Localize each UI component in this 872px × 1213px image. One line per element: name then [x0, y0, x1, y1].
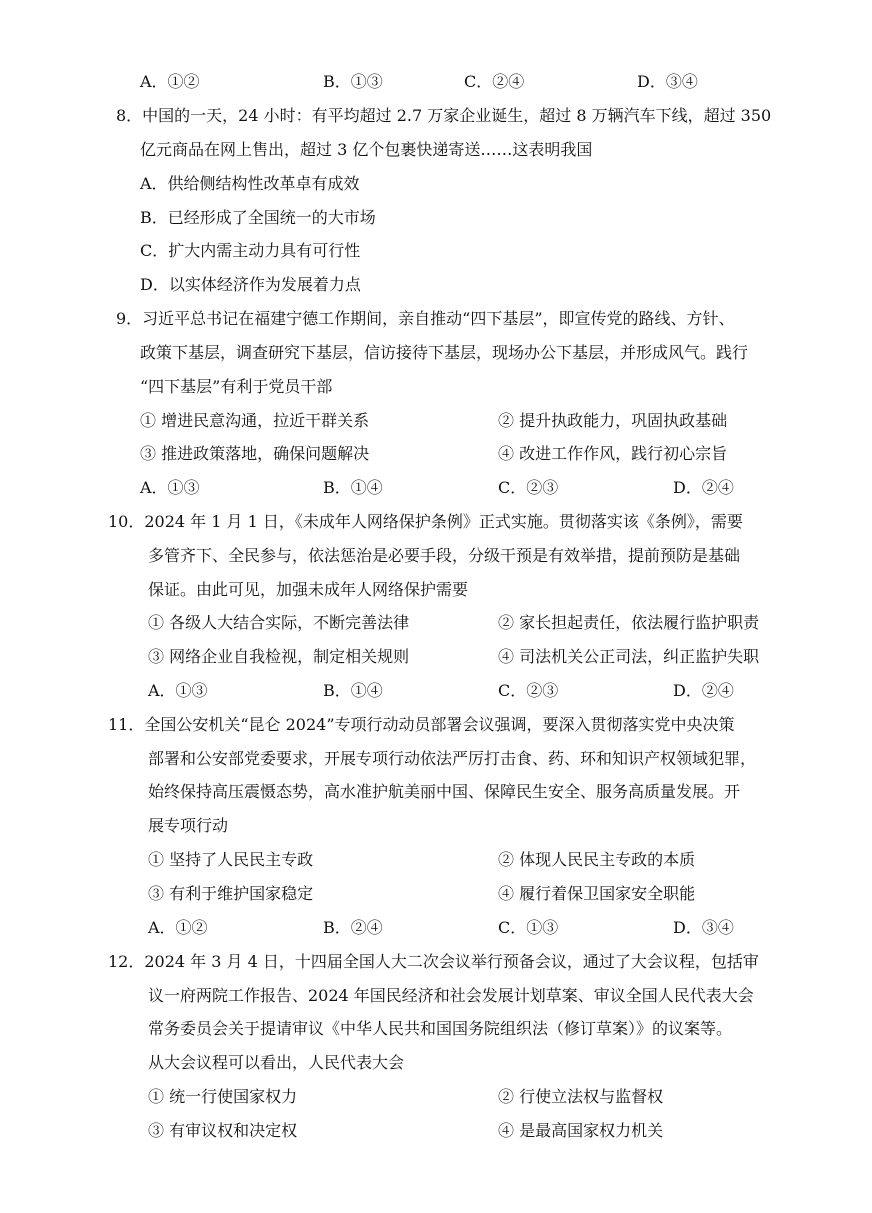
q9-option-b: B．①④	[323, 478, 383, 497]
q9-item-1: ① 增进民意沟通，拉近干群关系	[140, 411, 370, 430]
q7-option-c: C．②④	[464, 72, 525, 91]
q11-item-3: ③ 有利于维护国家稳定	[148, 884, 314, 903]
q10-option-c: C．②③	[498, 681, 559, 700]
q12-item-1: ① 统一行使国家权力	[148, 1087, 298, 1106]
q9-stem-line-3: “四下基层”有利于党员干部	[140, 377, 333, 396]
q11-option-c: C．①③	[498, 918, 559, 937]
q10-stem-line-3: 保证。由此可见，加强未成年人网络保护需要	[148, 580, 469, 599]
q10-stem-line-2: 多管齐下、全民参与，依法惩治是必要手段，分级干预是有效举措，提前预防是基础	[148, 546, 741, 565]
q10-item-1: ① 各级人大结合实际，不断完善法律	[148, 613, 410, 632]
q9-stem-line-2: 政策下基层，调查研究下基层，信访接待下基层，现场办公下基层，并形成风气。践行	[140, 343, 749, 362]
q8-option-b: B．已经形成了全国统一的大市场	[140, 208, 376, 227]
q11-stem-line-3: 始终保持高压震慑态势，高水准护航美丽中国、保障民生安全、服务高质量发展。开	[148, 782, 741, 801]
q7-option-b: B．①③	[323, 72, 383, 91]
q9-item-2: ② 提升执政能力，巩固执政基础	[498, 411, 728, 430]
q11-stem-line-1: 11．全国公安机关“昆仑 2024”专项行动动员部署会议强调，要深入贯彻落实党中央决策	[108, 715, 735, 734]
q9-stem-line-1: 9．习近平总书记在福建宁德工作期间，亲自推动“四下基层”，即宣传党的路线、方针、	[116, 309, 735, 328]
q10-item-4: ④ 司法机关公正司法，纠正监护失职	[498, 647, 760, 666]
q11-item-1: ① 坚持了人民民主专政	[148, 850, 314, 869]
q12-item-2: ② 行使立法权与监督权	[498, 1087, 664, 1106]
q9-item-4: ④ 改进工作作风，践行初心宗旨	[498, 444, 728, 463]
q12-item-3: ③ 有审议权和决定权	[148, 1121, 298, 1140]
q8-stem-line-1: 8．中国的一天，24 小时：有平均超过 2.7 万家企业诞生，超过 8 万辆汽车下线，超过 350	[116, 106, 772, 125]
q9-item-3: ③ 推进政策落地，确保问题解决	[140, 444, 370, 463]
q11-stem-line-4: 展专项行动	[148, 816, 229, 835]
q12-stem-line-4: 从大会议程可以看出，人民代表大会	[148, 1053, 405, 1072]
q11-option-b: B．②④	[323, 918, 383, 937]
q11-option-a: A．①②	[148, 918, 208, 937]
q7-option-d: D．③④	[637, 72, 698, 91]
q10-item-2: ② 家长担起责任，依法履行监护职责	[498, 613, 760, 632]
q10-option-b: B．①④	[323, 681, 383, 700]
q8-option-a: A．供给侧结构性改革卓有成效	[140, 174, 360, 193]
q11-option-d: D．③④	[673, 918, 734, 937]
q8-option-d: D．以实体经济作为发展着力点	[140, 275, 361, 294]
q8-option-c: C．扩大内需主动力具有可行性	[140, 241, 361, 260]
q12-stem-line-2: 议一府两院工作报告、2024 年国民经济和社会发展计划草案、审议全国人民代表大会	[148, 986, 754, 1005]
q10-item-3: ③ 网络企业自我检视，制定相关规则	[148, 647, 410, 666]
q11-stem-line-2: 部署和公安部党委要求，开展专项行动依法严厉打击食、药、环和知识产权领域犯罪，	[148, 749, 757, 768]
q10-option-a: A．①③	[148, 681, 208, 700]
q10-option-d: D．②④	[673, 681, 734, 700]
q12-item-4: ④ 是最高国家权力机关	[498, 1121, 664, 1140]
q10-stem-line-1: 10．2024 年 1 月 1 日，《未成年人网络保护条例》正式实施。贯彻落实该《条例》，需要	[108, 512, 743, 531]
q12-stem-line-1: 12．2024 年 3 月 4 日，十四届全国人大二次会议举行预备会议，通过了大会议程，包括审	[108, 952, 759, 971]
q11-item-4: ④ 履行着保卫国家安全职能	[498, 884, 696, 903]
q12-stem-line-3: 常务委员会关于提请审议《中华人民共和国国务院组织法（修订草案）》的议案等。	[148, 1019, 733, 1038]
q11-item-2: ② 体现人民民主专政的本质	[498, 850, 696, 869]
q7-option-a: A．①②	[140, 72, 200, 91]
q9-option-c: C．②③	[498, 478, 559, 497]
q9-option-a: A．①③	[140, 478, 200, 497]
q9-option-d: D．②④	[673, 478, 734, 497]
q8-stem-line-2: 亿元商品在网上售出，超过 3 亿个包裹快递寄送……这表明我国	[140, 140, 593, 159]
